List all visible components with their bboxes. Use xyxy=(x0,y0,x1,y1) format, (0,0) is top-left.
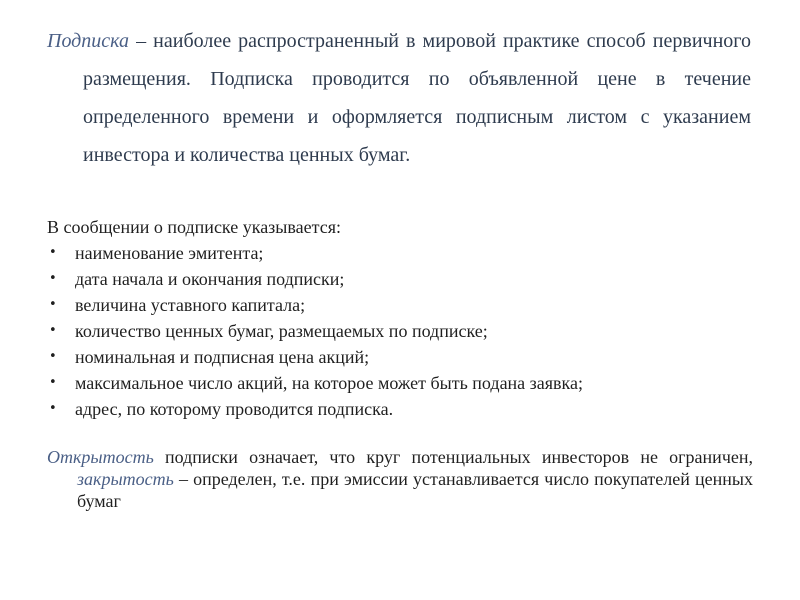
intro-paragraph xyxy=(47,22,751,174)
bullet-icon: • xyxy=(49,297,57,312)
list-item-text: адрес, по которому проводится подписка. xyxy=(75,399,394,419)
intro-text: – наиболее распространенный в мировой практике способ первичного размещения. Подписка проводится по объявленной цене в течение определенного времени и оформляется подписным листом с указанием инвестора и количества ценных бумаг. xyxy=(83,30,751,166)
outro-paragraph xyxy=(47,446,753,512)
list-item xyxy=(47,266,767,292)
list-item-text: номинальная и подписная цена акций; xyxy=(75,347,370,367)
list-heading: В сообщении о подписке указывается: xyxy=(47,217,341,237)
list-item-text: наименование эмитента; xyxy=(75,243,264,263)
bullet-list xyxy=(47,240,767,422)
bullet-icon: • xyxy=(49,323,57,338)
bullet-icon: • xyxy=(49,245,57,260)
term-openness: Открытость xyxy=(47,447,154,467)
outro-text-2: – определен, т.е. при эмиссии устанавливается число покупателей ценных бумаг xyxy=(77,469,753,511)
list-item-text: максимальное число акций, на которое может быть подана заявка; xyxy=(75,373,584,393)
list-item-text: дата начала и окончания подписки; xyxy=(75,269,345,289)
bullet-icon: • xyxy=(49,349,57,364)
list-item xyxy=(47,292,767,318)
list-item xyxy=(47,370,767,396)
bullet-icon: • xyxy=(49,401,57,416)
term-closedness: закрытость xyxy=(77,469,174,489)
list-item xyxy=(47,318,767,344)
bullet-icon: • xyxy=(49,271,57,286)
list-item xyxy=(47,396,767,422)
term-subscription: Подписка xyxy=(47,30,130,52)
list-item-text: количество ценных бумаг, размещаемых по подписке; xyxy=(75,321,488,341)
outro-text-1: подписки означает, что круг потенциальных инвесторов не ограничен, xyxy=(153,447,753,467)
announcement-list-block xyxy=(47,214,767,422)
bullet-icon: • xyxy=(49,375,57,390)
list-item xyxy=(47,240,767,266)
list-item-text: величина уставного капитала; xyxy=(75,295,306,315)
list-item xyxy=(47,344,767,370)
